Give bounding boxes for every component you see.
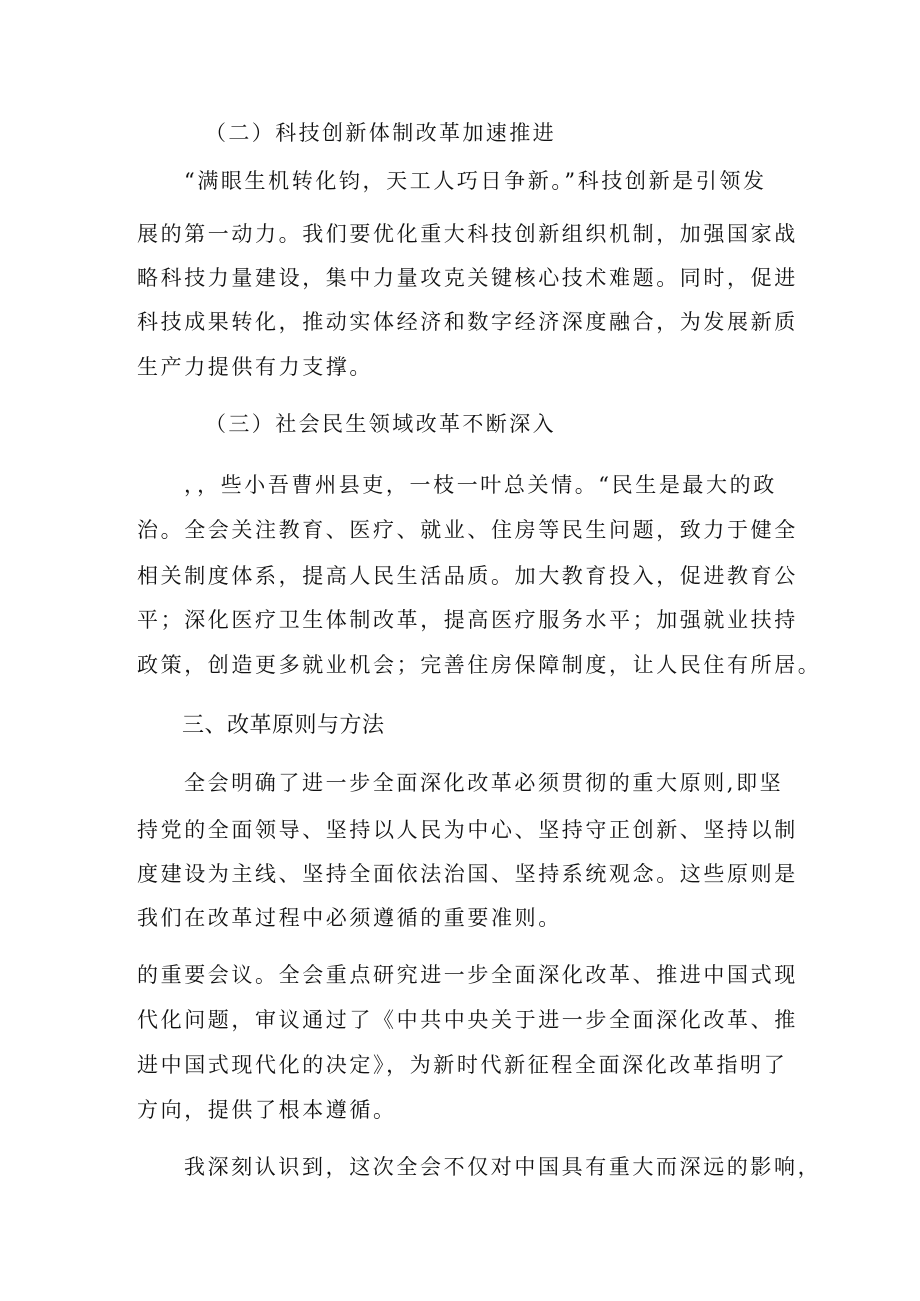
paragraph-line: 相关制度体系，提高人民生活品质。加大教育投入，促进教育公 — [137, 564, 798, 588]
paragraph-line: 的重要会议。全会重点研究进一步全面深化改革、推进中国式现 — [137, 963, 798, 987]
paragraph-line: ，，些小吾曹州县吏，一枝一叶总关情。“民生是最大的政 — [184, 473, 777, 497]
paragraph-line: 略科技力量建设，集中力量攻克关键核心技术难题。同时，促进 — [137, 266, 798, 290]
paragraph-line: 方向，提供了根本遵循。 — [137, 1098, 397, 1122]
paragraph-line: 进中国式现代化的决定》，为新时代新征程全面深化改革指明了 — [137, 1053, 788, 1077]
paragraph-line: 我深刻认识到，这次全会不仅对中国具有重大而深远的影响， — [184, 1155, 822, 1179]
paragraph-line: 政策，创造更多就业机会；完善住房保障制度，让人民住有所居。 — [137, 653, 822, 677]
paragraph-line: 全会明确了进一步全面深化改革必须贯彻的重大原则,即坚 — [184, 771, 784, 795]
paragraph-line: 我们在改革过程中必须遵循的重要准则。 — [137, 906, 562, 930]
part-heading-principles: 三、改革原则与方法 — [182, 713, 385, 738]
paragraph-line: 代化问题，审议通过了《中共中央关于进一步全面深化改革、推 — [137, 1008, 798, 1032]
paragraph-line: 生产力提供有力支撑。 — [137, 355, 373, 379]
section-heading-livelihood: （三）社会民生领域改革不断深入 — [205, 412, 556, 436]
paragraph-line: 展的第一动力。我们要优化重大科技创新组织机制，加强国家战 — [137, 222, 798, 246]
paragraph-line: 度建设为主线、坚持全面依法治国、坚持系统观念。这些原则是 — [137, 862, 798, 886]
paragraph-line: “满眼生机转化钧，天工人巧日争新。”科技创新是引领发 — [184, 169, 767, 193]
paragraph-line: 平；深化医疗卫生体制改革，提高医疗服务水平；加强就业扶持 — [137, 608, 798, 632]
paragraph-line: 治。全会关注教育、医疗、就业、住房等民生问题，致力于健全 — [137, 518, 798, 542]
paragraph-line: 持党的全面领导、坚持以人民为中心、坚持守正创新、坚持以制 — [137, 818, 798, 842]
section-heading-tech-innovation: （二）科技创新体制改革加速推进 — [205, 121, 556, 145]
paragraph-line: 科技成果转化，推动实体经济和数字经济深度融合，为发展新质 — [137, 310, 798, 334]
